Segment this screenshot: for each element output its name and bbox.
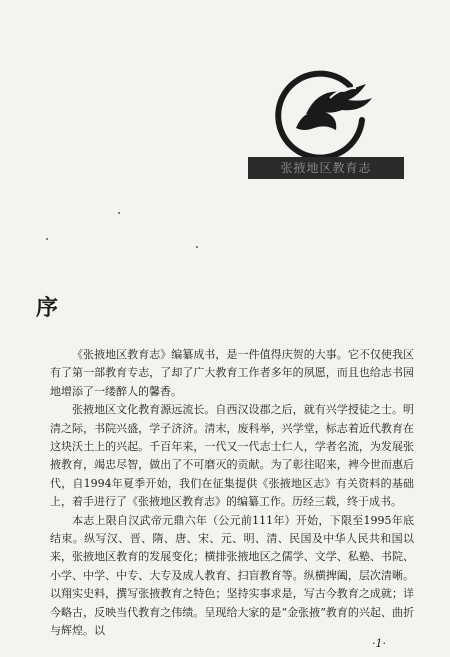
emblem-logo-icon bbox=[266, 58, 376, 168]
page-number: ·1· bbox=[372, 637, 386, 650]
speck bbox=[46, 238, 48, 240]
section-heading: 序 bbox=[36, 295, 61, 321]
banner-text: 张掖地区教育志 bbox=[280, 161, 372, 175]
speck bbox=[196, 246, 198, 248]
paragraph: 本志上限自汉武帝元鼎六年（公元前111年）开始，下限至1995年底结束。纵写汉、晋、隋、唐、宋、元、明、清、民国及中华人民共和国以来，张掖地区教育的发展变化；横排张掖地区之儒学、文学、私塾、书院、小学、中学、中专、大专及成人教育、扫盲教育等。纵横捭阖，层次清晰。以翔实史料，撰写张掖教育之特色；坚持实事求是，写古今教育之成就；详今略古，反映当代教育之伟绩。呈现给大家的是“金张掖”教育的兴起、曲折与辉煌。以 bbox=[50, 513, 414, 638]
paragraph: 《张掖地区教育志》编纂成书，是一件值得庆贺的大事。它不仅使我区有了第一部教育专志，了却了广大教育工作者多年的夙愿，而且也给志书园地增添了一缕醉人的馨香。 bbox=[50, 348, 414, 398]
paragraph: 张掖地区文化教育源远流长。自西汉设郡之后，就有兴学授徒之士。明清之际，书院兴盛，学子济济。清末，废科举，兴学堂，标志着近代教育在这块沃土上的兴起。千百年来，一代又一代志士仁人，学者名流，为发展张掖教育，竭忠尽智，做出了不可磨灭的贡献。为了彰往昭来，裨今世而惠后代，自1994年夏季开始，我们在征集提供《张掖地区志》有关资料的基础上，着手进行了《张掖地区教育志》的编纂工作。历经三载，终于成书。 bbox=[50, 403, 414, 509]
body-text bbox=[50, 346, 414, 641]
title-banner bbox=[248, 157, 404, 179]
speck bbox=[118, 212, 120, 214]
